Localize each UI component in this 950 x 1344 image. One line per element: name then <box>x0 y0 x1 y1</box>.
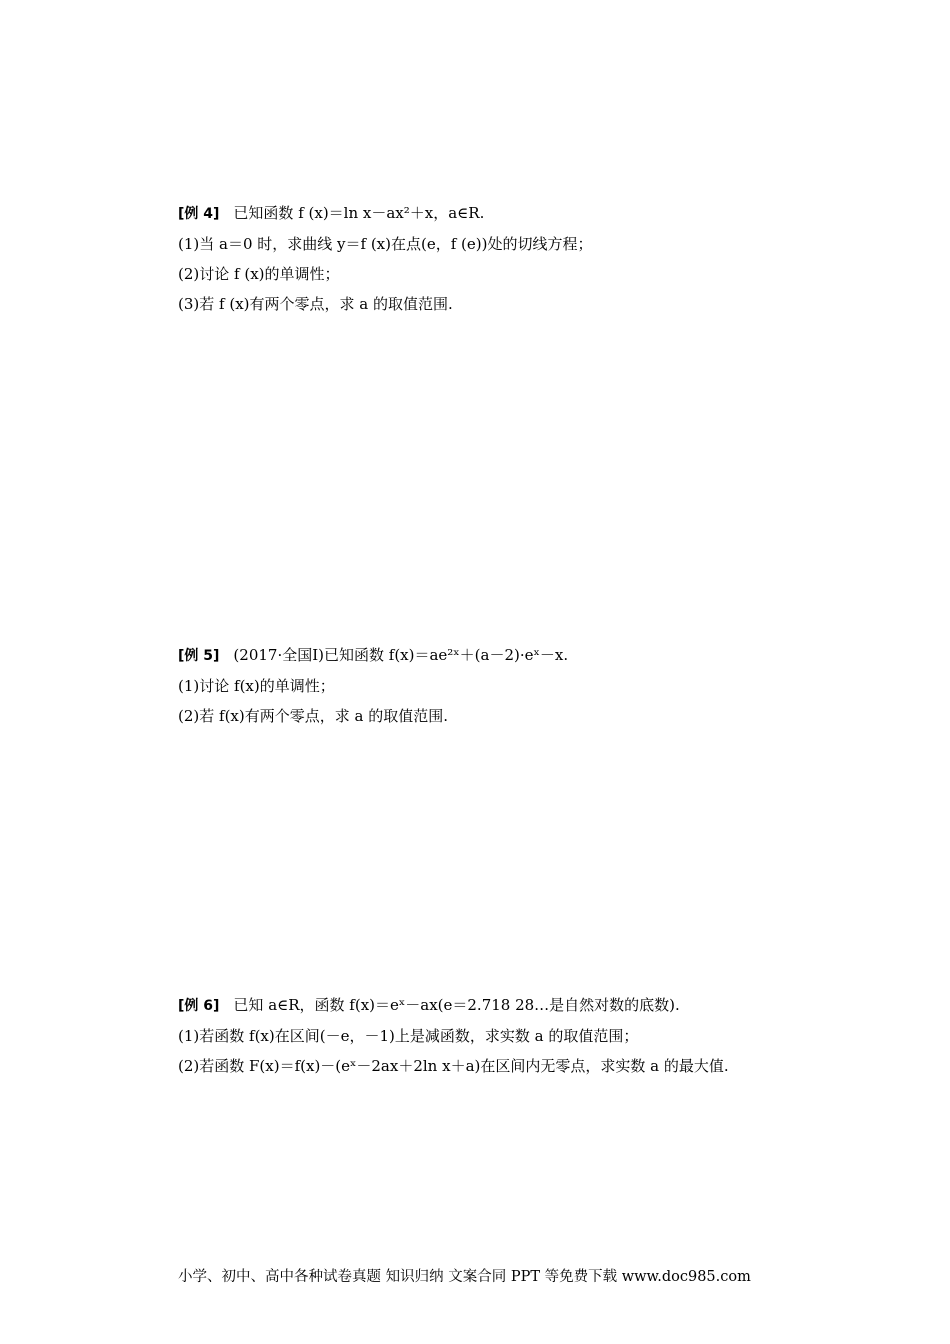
question-part: (2)讨论 f (x)的单调性； <box>178 265 340 283</box>
example-tag: [例 5] <box>178 648 220 664</box>
question-part: (1)讨论 f(x)的单调性； <box>178 677 335 695</box>
question-part: (1)当 a＝0 时，求曲线 y＝f (x)在点(e，f (e))处的切线方程； <box>178 235 593 253</box>
example-4 <box>178 198 858 319</box>
example-stem-text: 已知函数 f (x)＝ln x－ax²＋x，a∈R. <box>233 204 485 222</box>
example-stem-text: (2017·全国Ⅰ)已知函数 f(x)＝ae²ˣ＋(a－2)·eˣ－x. <box>233 646 569 664</box>
example-stem-text: 已知 a∈R，函数 f(x)＝eˣ－ax(e＝2.718 28…是自然对数的底数). <box>233 996 680 1014</box>
question-part: (1)若函数 f(x)在区间(－e，－1)上是减函数，求实数 a 的取值范围； <box>178 1027 639 1045</box>
example-stem <box>178 198 858 229</box>
example-stem <box>178 990 858 1021</box>
page-footer: 小学、初中、高中各种试卷真题 知识归纳 文案合同 PPT 等免费下载 www.doc985.com <box>178 1269 751 1285</box>
question-part: (2)若 f(x)有两个零点，求 a 的取值范围. <box>178 707 448 725</box>
example-stem <box>178 640 858 671</box>
question-part: (3)若 f (x)有两个零点，求 a 的取值范围. <box>178 295 453 313</box>
example-tag: [例 6] <box>178 998 220 1014</box>
question-part: (2)若函数 F(x)＝f(x)－(eˣ－2ax＋2ln x＋a)在区间内无零点，求实数 a 的最大值. <box>178 1057 729 1075</box>
example-5 <box>178 640 858 731</box>
example-tag: [例 4] <box>178 206 220 222</box>
example-6 <box>178 990 858 1081</box>
